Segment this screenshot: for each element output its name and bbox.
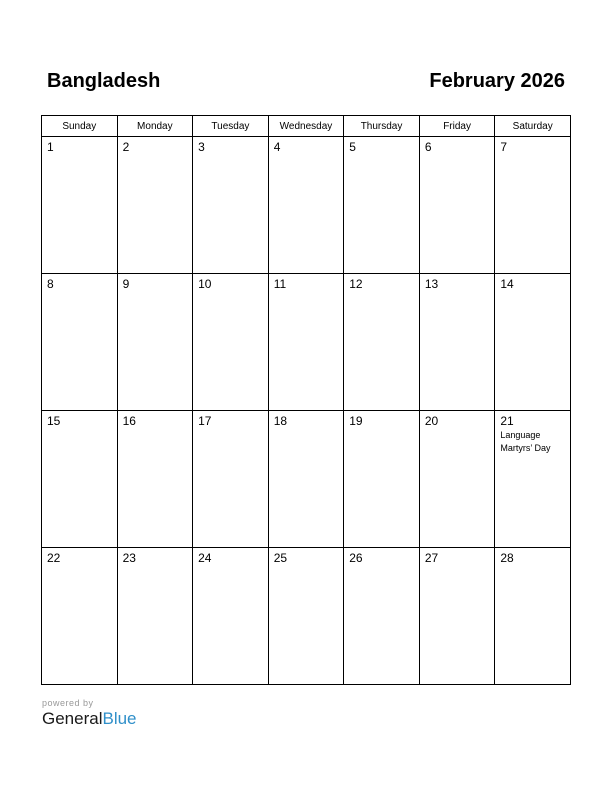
calendar-header — [47, 70, 565, 100]
day-number: 6 — [424, 140, 432, 154]
day-cell — [419, 274, 495, 411]
day-number: 16 — [122, 414, 136, 428]
weekday-wednesday: Wednesday — [268, 116, 344, 137]
week-row-4 — [42, 548, 571, 685]
day-cell — [495, 274, 571, 411]
day-cell — [268, 274, 344, 411]
weekday-thursday: Thursday — [344, 116, 420, 137]
day-cell — [193, 274, 269, 411]
day-cell — [419, 137, 495, 274]
day-cell — [117, 548, 193, 685]
day-cell — [344, 411, 420, 548]
day-number: 1 — [47, 140, 54, 154]
day-cell — [42, 411, 118, 548]
day-number: 27 — [424, 551, 439, 565]
day-number: 8 — [47, 277, 54, 291]
day-cell — [193, 137, 269, 274]
powered-by-text: powered by — [42, 698, 94, 708]
day-cell — [268, 411, 344, 548]
day-cell — [268, 548, 344, 685]
weekday-friday: Friday — [419, 116, 495, 137]
day-cell — [495, 137, 571, 274]
day-cell — [117, 137, 193, 274]
week-row-2 — [42, 274, 571, 411]
day-cell — [419, 548, 495, 685]
day-number: 10 — [198, 277, 212, 291]
day-cell — [42, 548, 118, 685]
day-cell — [117, 274, 193, 411]
footer-branding — [42, 698, 137, 729]
day-number: 23 — [122, 551, 136, 565]
week-row-3 — [42, 411, 571, 548]
weekday-header-row — [42, 116, 571, 137]
day-number: 24 — [198, 551, 212, 565]
day-number: 15 — [47, 414, 61, 428]
day-number: 19 — [349, 414, 363, 428]
day-cell — [117, 411, 193, 548]
calendar-grid — [41, 115, 571, 685]
weekday-sunday: Sunday — [42, 116, 118, 137]
day-number: 3 — [198, 140, 205, 154]
day-number: 13 — [424, 277, 439, 291]
day-cell — [344, 274, 420, 411]
day-number: 7 — [500, 140, 508, 154]
generalblue-logo[interactable] — [42, 709, 137, 729]
day-number: 26 — [349, 551, 363, 565]
day-cell — [495, 548, 571, 685]
day-cell-holiday — [495, 411, 571, 548]
day-number: 22 — [47, 551, 61, 565]
country-title: Bangladesh — [47, 70, 161, 92]
day-number: 21 — [500, 414, 514, 428]
day-number: 2 — [122, 140, 130, 154]
day-number: 25 — [273, 551, 288, 565]
day-cell — [193, 548, 269, 685]
day-cell — [193, 411, 269, 548]
day-cell — [42, 274, 118, 411]
logo-general-text: General — [42, 709, 103, 728]
day-number: 4 — [273, 140, 281, 154]
day-number: 18 — [273, 414, 288, 428]
day-cell — [344, 548, 420, 685]
month-year-title: February 2026 — [429, 70, 565, 92]
logo-blue-text: Blue — [102, 709, 137, 728]
day-cell — [419, 411, 495, 548]
day-number: 9 — [122, 277, 130, 291]
day-number: 5 — [349, 140, 356, 154]
day-cell — [344, 137, 420, 274]
day-number: 17 — [198, 414, 212, 428]
day-cell — [268, 137, 344, 274]
day-number: 12 — [349, 277, 363, 291]
day-number: 20 — [424, 414, 439, 428]
weekday-tuesday: Tuesday — [193, 116, 269, 137]
day-cell — [42, 137, 118, 274]
day-number: 14 — [500, 277, 514, 291]
week-row-1 — [42, 137, 571, 274]
holiday-label: Language Martyrs’ Day — [500, 430, 551, 453]
day-number: 11 — [273, 277, 287, 291]
weekday-saturday: Saturday — [495, 116, 571, 137]
weekday-monday: Monday — [117, 116, 193, 137]
day-number: 28 — [500, 551, 514, 565]
